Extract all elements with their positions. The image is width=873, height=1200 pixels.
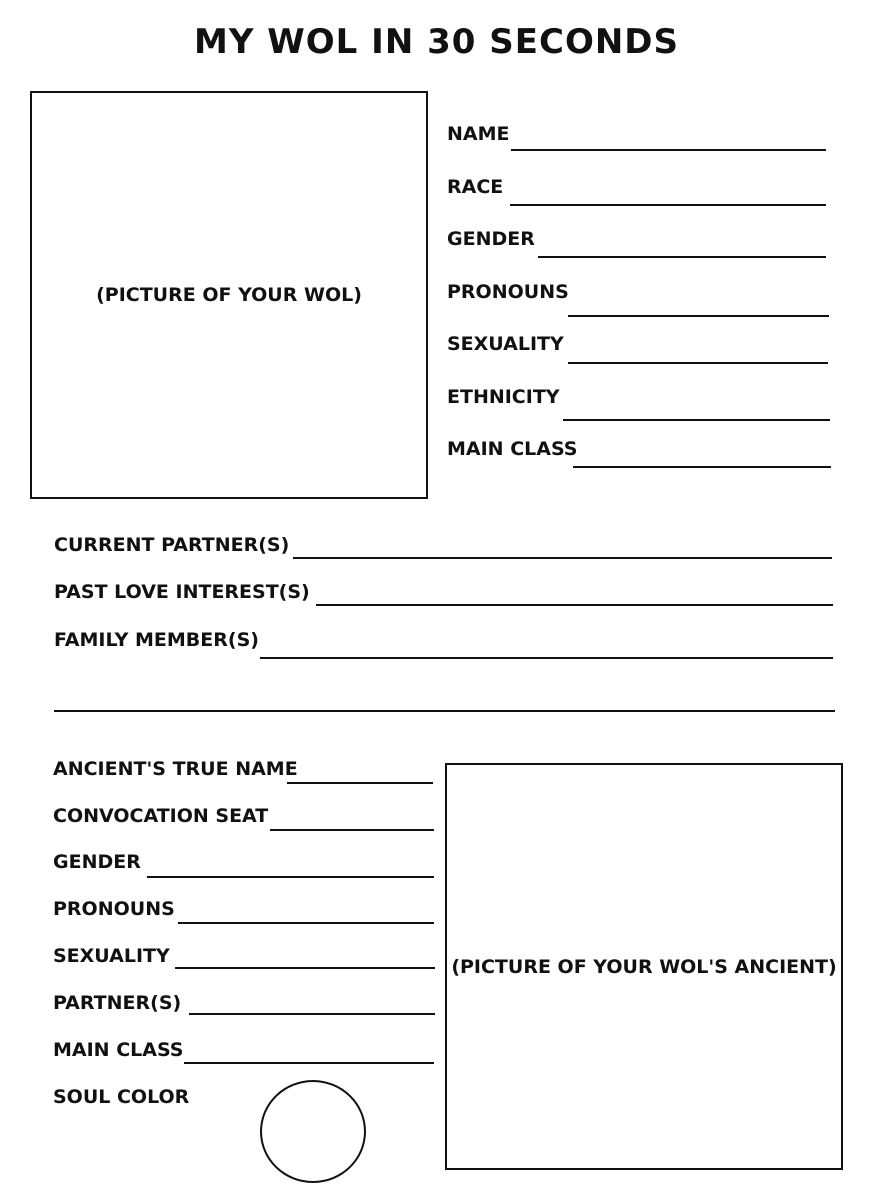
current-partners-label: CURRENT PARTNER(S) <box>54 534 290 556</box>
past-love-interests-label: PAST LOVE INTEREST(S) <box>54 581 310 603</box>
ancient-picture-box[interactable] <box>445 763 843 1170</box>
ancient-true-name-label: ANCIENT'S TRUE NAME <box>53 758 298 780</box>
convocation-seat-label: CONVOCATION SEAT <box>53 805 269 827</box>
wol-picture-box[interactable] <box>30 91 428 499</box>
ancient-partners-label: PARTNER(S) <box>53 992 182 1014</box>
family-members-label: FAMILY MEMBER(S) <box>54 629 259 651</box>
wol-ethnicity-label: ETHNICITY <box>447 386 560 408</box>
wol-picture-caption: (PICTURE OF YOUR WOL) <box>96 284 362 306</box>
ancient-true-name-line[interactable] <box>287 782 433 784</box>
wol-pronouns-label: PRONOUNS <box>447 281 569 303</box>
past-love-interests-line[interactable] <box>316 604 833 606</box>
wol-main-class-label: MAIN CLASS <box>447 438 578 460</box>
convocation-seat-line[interactable] <box>270 829 434 831</box>
ancient-pronouns-line[interactable] <box>178 922 434 924</box>
page-title: MY WOL IN 30 SECONDS <box>193 22 680 62</box>
soul-color-circle[interactable] <box>260 1080 366 1183</box>
wol-name-label: NAME <box>447 123 510 145</box>
current-partners-line[interactable] <box>293 557 832 559</box>
ancient-main-class-line[interactable] <box>184 1062 434 1064</box>
wol-gender-label: GENDER <box>447 228 535 250</box>
wol-sexuality-line[interactable] <box>568 362 828 364</box>
ancient-main-class-label: MAIN CLASS <box>53 1039 184 1061</box>
ancient-pronouns-label: PRONOUNS <box>53 898 175 920</box>
ancient-sexuality-label: SEXUALITY <box>53 945 170 967</box>
wol-main-class-line[interactable] <box>573 466 831 468</box>
family-members-line[interactable] <box>260 657 833 659</box>
extra-notes-line[interactable] <box>54 710 835 712</box>
wol-ethnicity-line[interactable] <box>563 419 830 421</box>
wol-sexuality-label: SEXUALITY <box>447 333 564 355</box>
wol-name-line[interactable] <box>511 149 826 151</box>
wol-pronouns-line[interactable] <box>568 315 829 317</box>
ancient-picture-caption: (PICTURE OF YOUR WOL'S ANCIENT) <box>451 955 837 978</box>
wol-race-label: RACE <box>447 176 504 198</box>
ancient-gender-line[interactable] <box>147 876 434 878</box>
ancient-sexuality-line[interactable] <box>175 967 435 969</box>
ancient-gender-label: GENDER <box>53 851 141 873</box>
soul-color-label: SOUL COLOR <box>53 1086 190 1108</box>
ancient-partners-line[interactable] <box>189 1013 435 1015</box>
wol-race-line[interactable] <box>510 204 826 206</box>
wol-gender-line[interactable] <box>538 256 826 258</box>
